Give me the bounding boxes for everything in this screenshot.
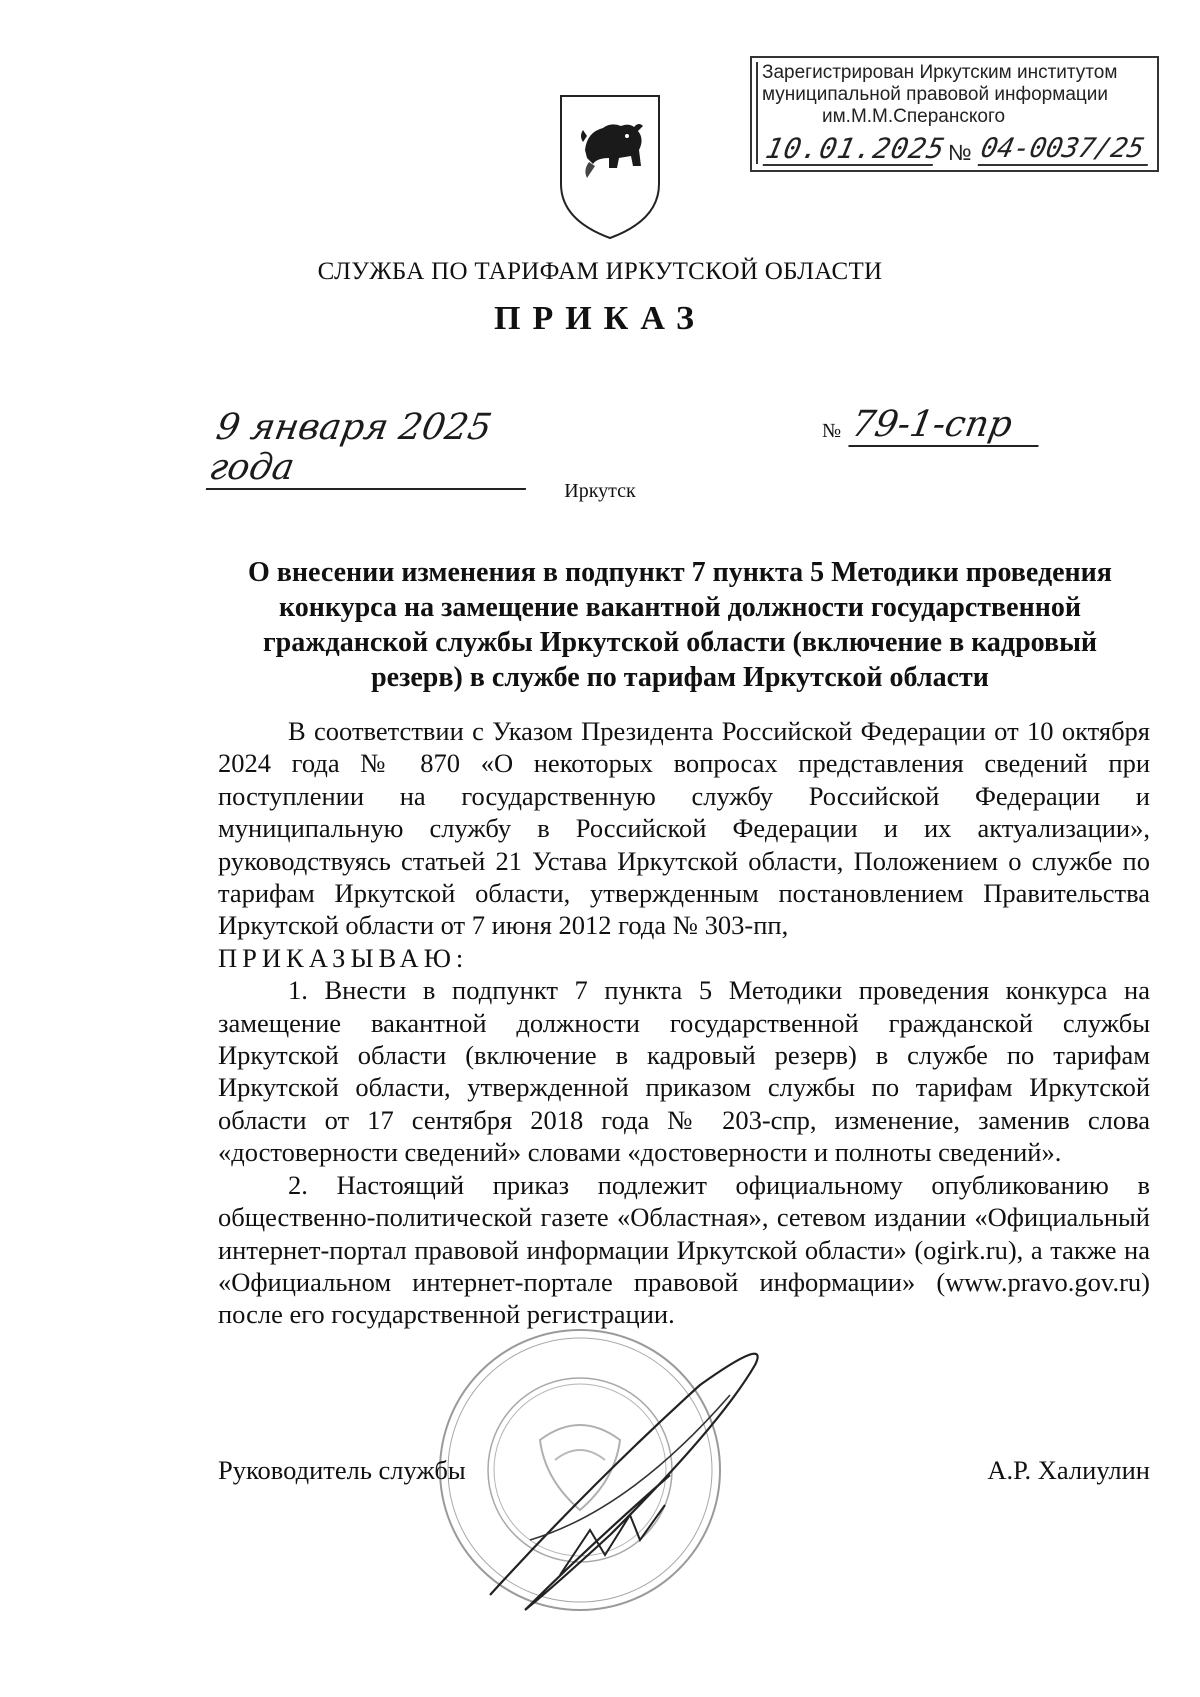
signatory-position: Руководитель службы — [218, 1455, 466, 1485]
document-body — [218, 715, 1150, 1331]
stamp-line-2: муниципальной правовой информации — [762, 84, 1108, 105]
stamp-number: 04-0037/25 — [978, 134, 1155, 166]
signatory-name: А.Р. Халиулин — [987, 1455, 1150, 1485]
stamp-line-3: им.М.М.Сперанского — [822, 106, 1006, 127]
organization-name: СЛУЖБА ПО ТАРИФАМ ИРКУТСКОЙ ОБЛАСТИ — [317, 258, 883, 285]
city: Иркутск — [564, 480, 636, 502]
order-item-2: 2. Настоящий приказ подлежит официальному опубликованию в общественно-политической газете «Областная», сетевом издании «Официальный интернет-портал правовой информации Иркутской области» (ogirk.ru), а также на «Официальном интернет-портале правовой информации» (www.pravo.gov.ru) после его государственной регистрации. — [218, 1169, 1150, 1330]
stamp-number-label: № — [948, 140, 972, 165]
order-number-label: № — [822, 420, 842, 442]
document-type: ПРИКАЗ — [494, 300, 706, 337]
handwritten-date: 9 января 2025 года — [206, 408, 540, 490]
order-item-1: 1. Внести в подпункт 7 пункта 5 Методики проведения конкурса на замещение вакантной должности государственной гражданской службы Иркутской области (включение в кадровый резерв) в службе по тарифам Иркутской области, утвержденной приказом службы по тарифам Иркутской области от 17 сентября 2018 года № 203-спр, изменение, заменив слова «достоверности сведений» словами «достоверности и полноты сведений». — [218, 975, 1150, 1168]
stamp-registration-row — [756, 134, 1153, 166]
stamp-line-1: Зарегистрирован Иркутским институтом — [762, 62, 1118, 83]
stamp-date: 10.01.2025 — [762, 132, 949, 165]
document-title: О внесении изменения в подпункт 7 пункта 5 Методики проведения конкурса на замещение вакантной должности государственной гражданской службы Иркутской области (включение в кадровый резерв) в службе по тарифам Иркутской области — [248, 557, 1112, 693]
coat-of-arms-icon — [557, 92, 663, 242]
handwritten-order-number: 79-1-спр — [848, 405, 1045, 447]
preamble-paragraph: В соответствии с Указом Президента Российской Федерации от 10 октября 2024 года № 870 «О некоторых вопросах представления сведений при поступлении на государственную службу Российской Федерации и муниципальную службу в Российской Федерации и их актуализации», руководствуясь статьей 21 Устава Иркутской области, Положением о службе по тарифам Иркутской области, утвержденным постановлением Правительства Иркутской области от 7 июня 2012 года № 303-пп, — [218, 716, 1150, 941]
registration-stamp — [750, 56, 1159, 172]
order-word: ПРИКАЗЫВАЮ: — [218, 942, 469, 973]
handwritten-signature — [470, 1325, 780, 1625]
